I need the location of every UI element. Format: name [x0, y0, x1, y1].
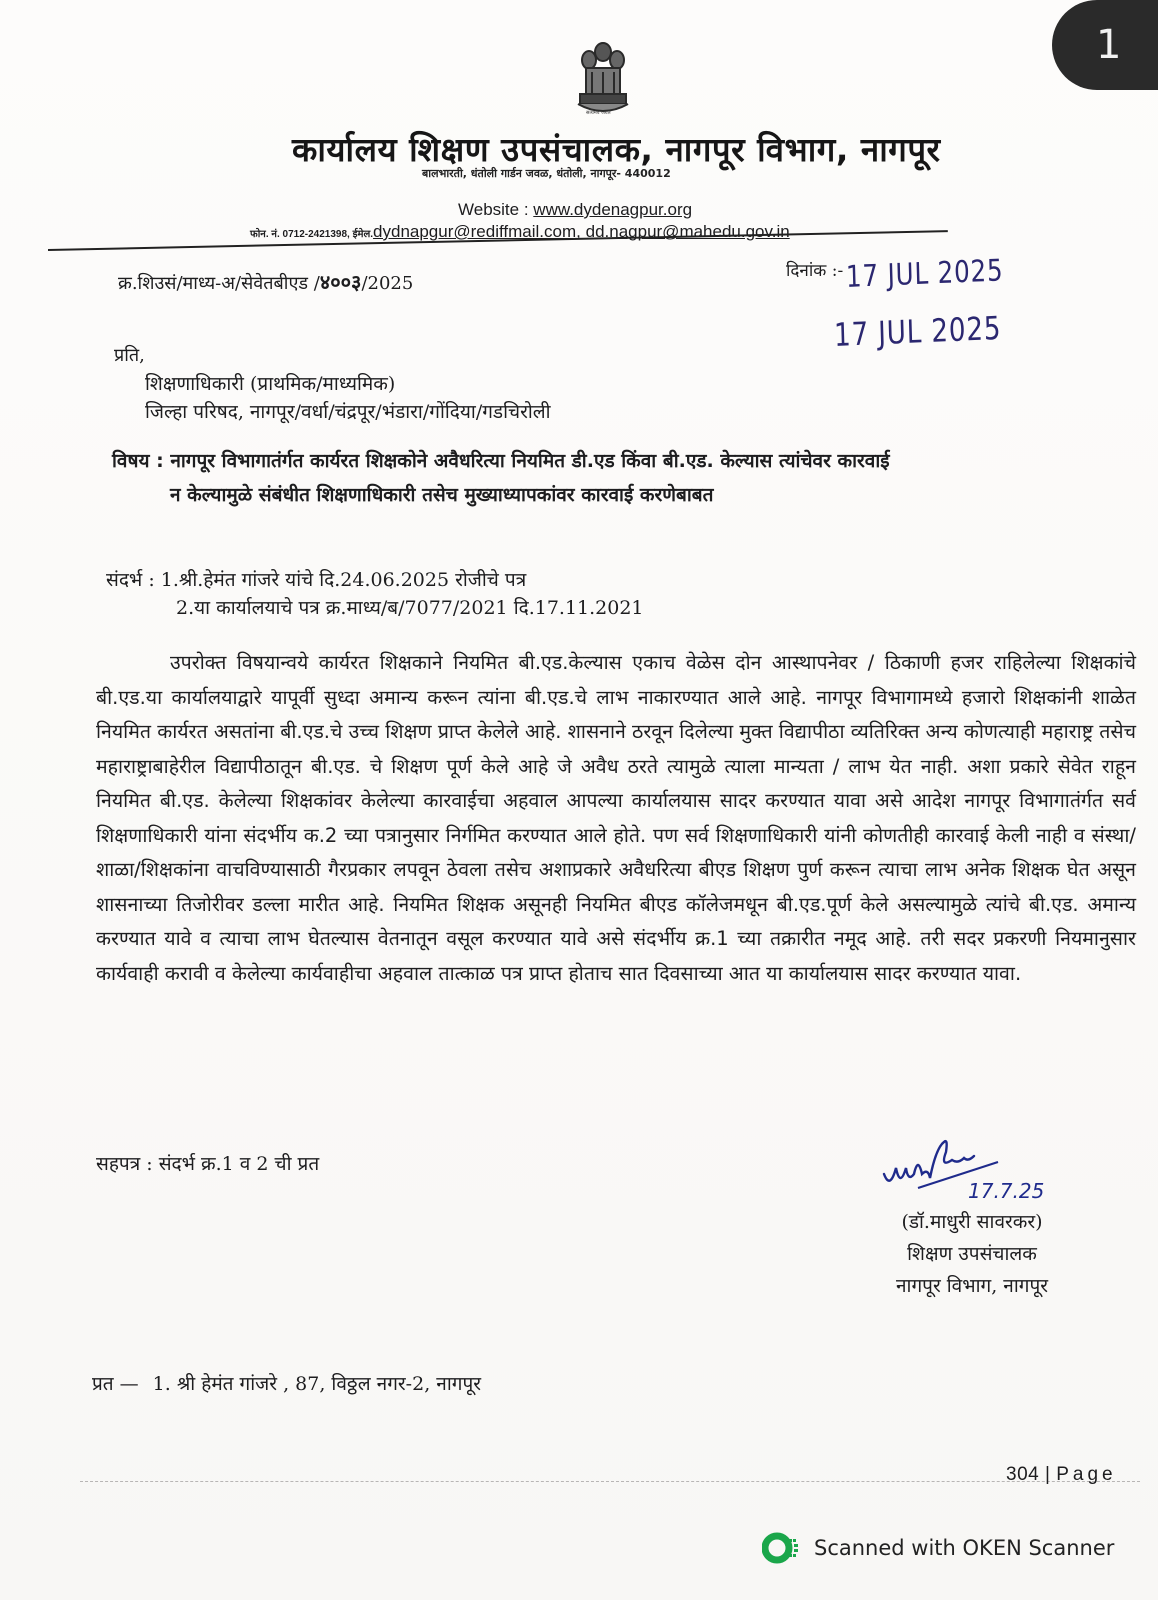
email-separator: ,	[576, 222, 581, 241]
subject-block	[112, 444, 1112, 512]
page-number-value: 304	[1006, 1464, 1040, 1485]
signatory-designation: शिक्षण उपसंचालक	[907, 1243, 1037, 1265]
handwritten-signature	[878, 1138, 1068, 1208]
website-row	[458, 200, 692, 220]
subject-label: विषय :	[112, 450, 164, 472]
copy-to-line	[92, 1370, 481, 1396]
date-stamp-bottom: 17 JUL 2025	[833, 308, 1002, 354]
scanner-label: Scanned with OKEN Scanner	[814, 1536, 1115, 1560]
scanner-watermark	[762, 1530, 1114, 1566]
reference-item-1: 1.श्री.हेमंत गांजरे यांचे दि.24.06.2025 रोजीचे पत्र	[160, 569, 527, 591]
footer-divider	[80, 1481, 1140, 1482]
signature-date: 17.7.25	[968, 1179, 1045, 1203]
email-2-prefix: dd.	[585, 222, 610, 241]
emblem-caption: सत्यमेव जयते	[586, 110, 611, 116]
enclosure-note: सहपत्र : संदर्भ क्र.1 व 2 ची प्रत	[96, 1153, 320, 1175]
page-word: Page	[1056, 1464, 1117, 1485]
references-label: संदर्भ :	[106, 569, 155, 591]
subject-line-1: नागपूर विभागातंर्गत कार्यरत शिक्षकोने अवैधरित्या नियमित डी.एड किंवा बी.एड. केल्यास त्यांचेवर कारवाई	[170, 450, 890, 472]
recipient-to-label: प्रति,	[114, 345, 145, 366]
recipient-line-2: जिल्हा परिषद, नागपूर/वर्धा/चंद्रपूर/भंडारा/गोंदिया/गडचिरोली	[145, 401, 551, 423]
email-link-2[interactable]: nagpur@mahedu.gov.in	[609, 222, 790, 241]
subject-line-2: न केल्यामुळे संबंधीत शिक्षणाधिकारी तसेच मुख्याध्यापकांवर कारवाई करणेबाबत	[170, 484, 714, 506]
email-link-1[interactable]: dydnapgur@rediffmail.com	[373, 222, 577, 241]
copy-to-recipient: 1. श्री हेमंत गांजरे , 87, विठ्ठल नगर-2, नागपूर	[152, 1373, 482, 1395]
signatory-office: नागपूर विभाग, नागपूर	[895, 1275, 1049, 1297]
references-block	[106, 566, 644, 622]
website-link[interactable]: www.dydenagpur.org	[533, 200, 693, 219]
signatory-block	[872, 1206, 1072, 1302]
page-number	[1006, 1464, 1117, 1486]
page-counter-number: 1	[1096, 22, 1122, 68]
date-label: दिनांक :-	[786, 261, 844, 281]
reference-handwritten-number: ४००३	[319, 270, 362, 294]
website-label: Website :	[458, 200, 529, 219]
page-counter-badge	[1052, 0, 1158, 90]
office-address: बालभारती, धंतोली गार्डन जवळ, धंतोली, नागपूर- 440012	[422, 167, 671, 180]
oken-scanner-logo-icon	[762, 1530, 802, 1566]
reference-item-2: 2.या कार्यालयाचे पत्र क्र.माध्य/ब/7077/2021 दि.17.11.2021	[176, 597, 644, 619]
copy-to-label: प्रत	[92, 1373, 114, 1395]
reference-number	[118, 268, 413, 295]
page-separator: |	[1039, 1464, 1057, 1485]
phone-number: फोन. नं. 0712-2421398, ईमेल.	[250, 229, 374, 240]
body-paragraph: उपरोक्त विषयान्वये कार्यरत शिक्षकाने नियमित बी.एड.केल्यास एकाच वेळेस दोन आस्थापनेवर / ठिकाणी हजर राहिलेल्या शिक्षकांचे बी.एड.या कार्यालयाद्वारे यापूर्वी सुध्दा अमान्य करून त्यांना बी.एड.चे लाभ नाकारण्यात आले आहे. नागपूर विभागामध्ये हजारो शिक्षकांनी शाळेत नियमित कार्यरत असतांना बी.एड.चे उच्च शिक्षण प्राप्त केलेले आहे. शासनाने ठरवून दिलेल्या मुक्त विद्यापीठा व्यतिरिक्त अन्य कोणत्याही महाराष्ट्र तसेच महाराष्ट्राबाहेरील विद्यापीठातून बी.एड. चे शिक्षण पूर्ण केले आहे जे अवैध ठरते त्यामुळे त्याला मान्यता / लाभ येत नाही. अशा प्रकारे सेवेत राहून नियमित बी.एड. केलेल्या शिक्षकांवर केलेल्या कारवाईचा अहवाल आपल्या कार्यालयास सादर करण्यात यावा असे आदेश नागपूर विभागातंर्गत सर्व शिक्षणाधिकारी यांना संदर्भीय क.2 च्या पत्रानुसार निर्गमित करण्यात आले होते. पण सर्व शिक्षणाधिकारी यांनी कोणतीही कारवाई केली नाही व संस्था/शाळा/शिक्षकांना वाचविण्यासाठी गैरप्रकार लपवून ठेवला तसेच अशाप्रकारे अवैधरित्या बीएड शिक्षण पुर्ण करून त्याचा लाभ अनेक शिक्षक घेत असून शासनाच्या तिजोरीवर डल्ला मारीत आहे. नियमित शिक्षक असूनही नियमित बीएड कॉलेजमधून बी.एड.पूर्ण केले असल्यामुळे त्यांचे बी.एड. अमान्य करण्यात यावे व त्याचा लाभ घेतल्यास वेतनातून वसूल करण्यात यावे असे संदर्भीय क्र.1 च्या तक्रारीत नमूद आहे. तरी सदर प्रकरणी नियमानुसार कार्यवाही करावी व केलेल्या कार्यवाहीचा अहवाल तात्काळ पत्र प्राप्त होताच सात दिवसाच्या आत या कार्यालयास सादर करण्यात यावा.	[96, 651, 1136, 985]
office-title: कार्यालय शिक्षण उपसंचालक, नागपूर विभाग, नागपूर	[292, 130, 941, 169]
reference-suffix: /2025	[361, 273, 414, 294]
date-stamp-top: 17 JUL 2025	[845, 253, 1004, 295]
recipient-line-1: शिक्षणाधिकारी (प्राथमिक/माध्यमिक)	[145, 373, 396, 395]
national-emblem-icon	[574, 38, 632, 118]
reference-prefix: क्र.शिउसं/माध्य-अ/सेवेतबीएड /	[118, 273, 320, 294]
copy-to-dash: —	[119, 1373, 139, 1395]
signatory-name: (डॉ.माधुरी सावरकर)	[901, 1211, 1043, 1233]
